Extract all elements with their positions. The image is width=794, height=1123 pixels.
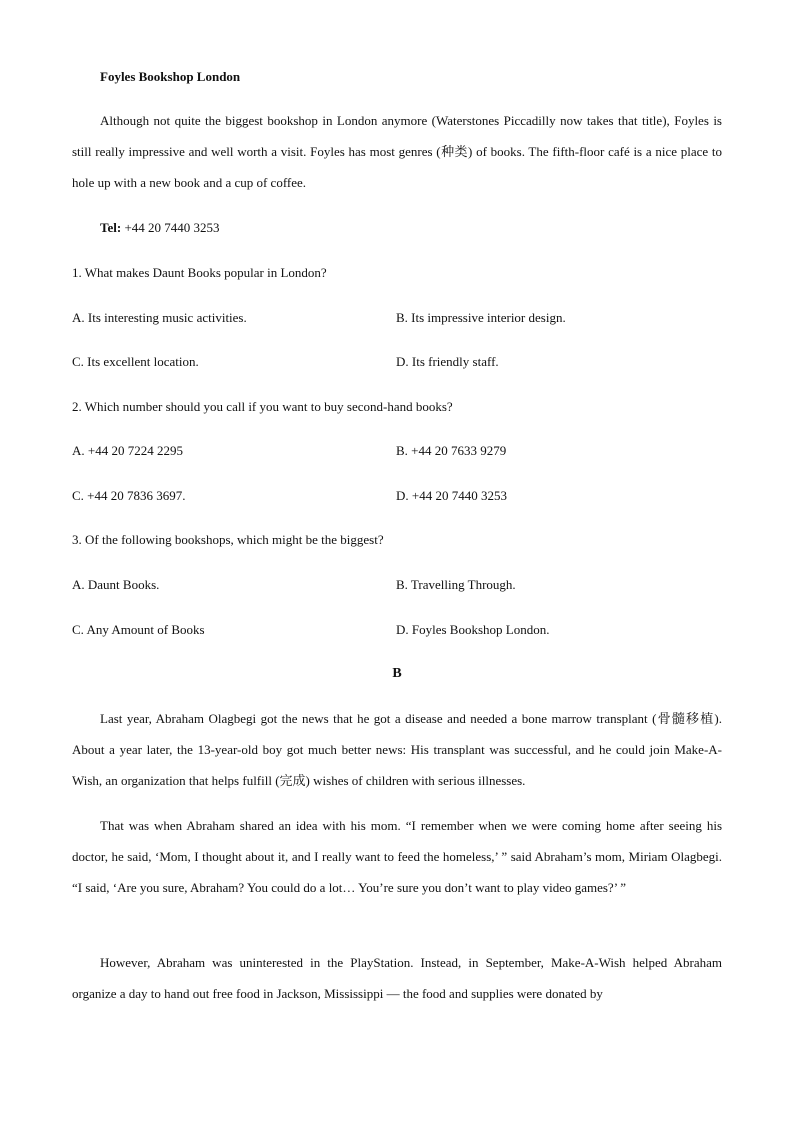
question-1-stem: 1. What makes Daunt Books popular in London?	[72, 265, 327, 280]
question-3-option-b: B. Travelling Through.	[396, 577, 516, 592]
telephone-line	[100, 220, 220, 236]
tel-value: +44 20 7440 3253	[121, 220, 220, 235]
question-1-option-b: B. Its impressive interior design.	[396, 310, 566, 325]
section-b-heading: B	[392, 666, 402, 681]
passage-b-paragraph-3: However, Abraham was uninterested in the PlayStation. Instead, in September, Make-A-Wish helped Abraham organize a day to hand out free food in Jackson, Mississippi — the food and supplies were donated by	[72, 955, 722, 1001]
question-2-option-d: D. +44 20 7440 3253	[396, 488, 507, 503]
question-1-option-a: A. Its interesting music activities.	[72, 310, 247, 325]
question-3-stem: 3. Of the following bookshops, which might be the biggest?	[72, 532, 384, 547]
question-3-option-a: A. Daunt Books.	[72, 577, 160, 592]
question-2-option-a: A. +44 20 7224 2295	[72, 443, 183, 458]
question-1-option-c: C. Its excellent location.	[72, 354, 199, 369]
question-2-stem: 2. Which number should you call if you want to buy second-hand books?	[72, 399, 453, 414]
question-1-option-d: D. Its friendly staff.	[396, 354, 499, 369]
question-2-option-c: C. +44 20 7836 3697.	[72, 488, 186, 503]
tel-label: Tel:	[100, 220, 122, 235]
section-title: Foyles Bookshop London	[100, 69, 241, 84]
passage-b-paragraph-2: That was when Abraham shared an idea with his mom. “I remember when we were coming home after seeing his doctor, he said, ‘Mom, I thought about it, and I really want to feed the homeless,’ ” said Abraham’s mom, Miriam Olagbegi. “I said, ‘Are you sure, Abraham? You could do a lot… You’re sure you don’t want to play video games?’ ”	[72, 818, 722, 895]
question-3-option-d: D. Foyles Bookshop London.	[396, 622, 550, 637]
question-2-option-b: B. +44 20 7633 9279	[396, 443, 507, 458]
question-3-option-c: C. Any Amount of Books	[72, 622, 205, 637]
passage-b-paragraph-1: Last year, Abraham Olagbegi got the news that he got a disease and needed a bone marrow transplant (骨髓移植). About a year later, the 13-year-old boy got much better news: His transplant was successful, and he could join Make-A-Wish, an organization that helps fulfill (完成) wishes of children with serious illnesses.	[72, 711, 722, 788]
foyles-description: Although not quite the biggest bookshop in London anymore (Waterstones Piccadilly now takes that title), Foyles is still really impressive and well worth a visit. Foyles has most genres (种类) of books. The fifth-floor café is a nice place to hole up with a new book and a cup of coffee.	[72, 113, 722, 190]
